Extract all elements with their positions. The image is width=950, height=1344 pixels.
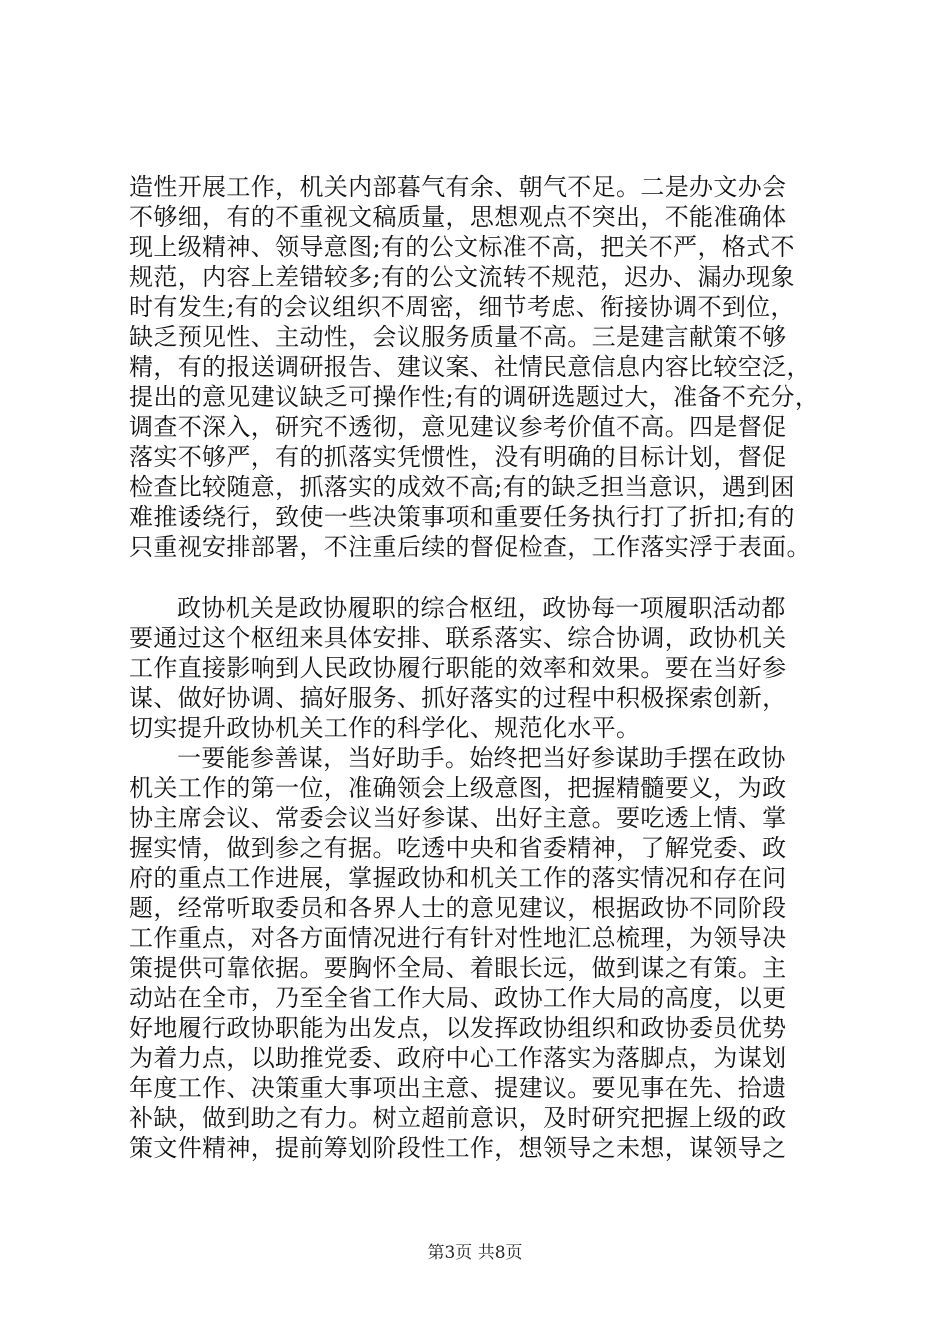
text-line: 动站在全市，乃至全省工作大局、政协工作大局的高度，以更 [129, 984, 787, 1012]
text-line: 机关工作的第一位，准确领会上级意图，把握精髓要义，为政 [129, 774, 787, 802]
text-line: 一要能参善谋，当好助手。始终把当好参谋助手摆在政协 [177, 744, 786, 772]
text-line: 为着力点，以助推党委、政府中心工作落实为落脚点，为谋划 [129, 1044, 787, 1072]
text-line: 提出的意见建议缺乏可操作性;有的调研选题过大，准备不充分， [129, 383, 820, 411]
text-line: 政协机关是政协履职的综合枢纽，政协每一项履职活动都 [177, 594, 786, 622]
text-line: 握实情，做到参之有据。吃透中央和省委精神，了解党委、政 [129, 834, 787, 862]
text-line: 补缺，做到助之有力。树立超前意识，及时研究把握上级的政 [129, 1104, 787, 1132]
paragraph-spacer [129, 562, 853, 593]
text-line: 只重视安排部署，不注重后续的督促检查，工作落实浮于表面。 [129, 533, 811, 561]
text-line: 调查不深入，研究不透彻，意见建议参考价值不高。四是督促 [129, 413, 787, 441]
paragraph-advisor [129, 743, 853, 1163]
text-line: 现上级精神、领导意图;有的公文标准不高，把关不严，格式不 [129, 233, 795, 261]
text-line: 好地履行政协职能为出发点，以发挥政协组织和政协委员优势 [129, 1014, 787, 1042]
paragraph-intro [129, 593, 853, 743]
text-line: 谋、做好协调、搞好服务、抓好落实的过程中积极探索创新， [129, 684, 787, 712]
text-line: 府的重点工作进展，掌握政协和机关工作的落实情况和存在问 [129, 864, 787, 892]
text-line: 要通过这个枢纽来具体安排、联系落实、综合协调，政协机关 [129, 624, 787, 652]
text-line: 题，经常听取委员和各界人士的意见建议，根据政协不同阶段 [129, 894, 787, 922]
text-line: 工作重点，对各方面情况进行有针对性地汇总梳理，为领导决 [129, 924, 787, 952]
text-line: 年度工作、决策重大事项出主意、提建议。要见事在先、拾遗 [129, 1074, 787, 1102]
text-line: 检查比较随意，抓落实的成效不高;有的缺乏担当意识，遇到困 [129, 473, 795, 501]
page-number: 第3页 共8页 [427, 1243, 523, 1263]
text-line: 策提供可靠依据。要胸怀全局、着眼长远，做到谋之有策。主 [129, 954, 787, 982]
text-line: 规范，内容上差错较多;有的公文流转不规范，迟办、漏办现象 [129, 263, 795, 291]
paragraph-problems [129, 172, 853, 562]
text-line: 切实提升政协机关工作的科学化、规范化水平。 [129, 714, 641, 742]
text-line: 落实不够严，有的抓落实凭惯性，没有明确的目标计划，督促 [129, 443, 787, 471]
text-line: 不够细，有的不重视文稿质量，思想观点不突出，不能准确体 [129, 203, 787, 231]
text-line: 造性开展工作，机关内部暮气有余、朝气不足。二是办文办会 [129, 173, 787, 201]
text-line: 难推诿绕行，致使一些决策事项和重要任务执行打了折扣;有的 [129, 503, 795, 531]
text-line: 工作直接影响到人民政协履行职能的效率和效果。要在当好参 [129, 654, 787, 682]
text-line: 协主席会议、常委会议当好参谋、出好主意。要吃透上情、掌 [129, 804, 787, 832]
document-body [129, 172, 853, 1163]
text-line: 时有发生;有的会议组织不周密，细节考虑、衔接协调不到位， [129, 293, 795, 321]
text-line: 缺乏预见性、主动性，会议服务质量不高。三是建言献策不够 [129, 323, 787, 351]
text-line: 策文件精神，提前筹划阶段性工作，想领导之未想，谋领导之 [129, 1134, 787, 1162]
text-line: 精，有的报送调研报告、建议案、社情民意信息内容比较空泛， [129, 353, 811, 381]
